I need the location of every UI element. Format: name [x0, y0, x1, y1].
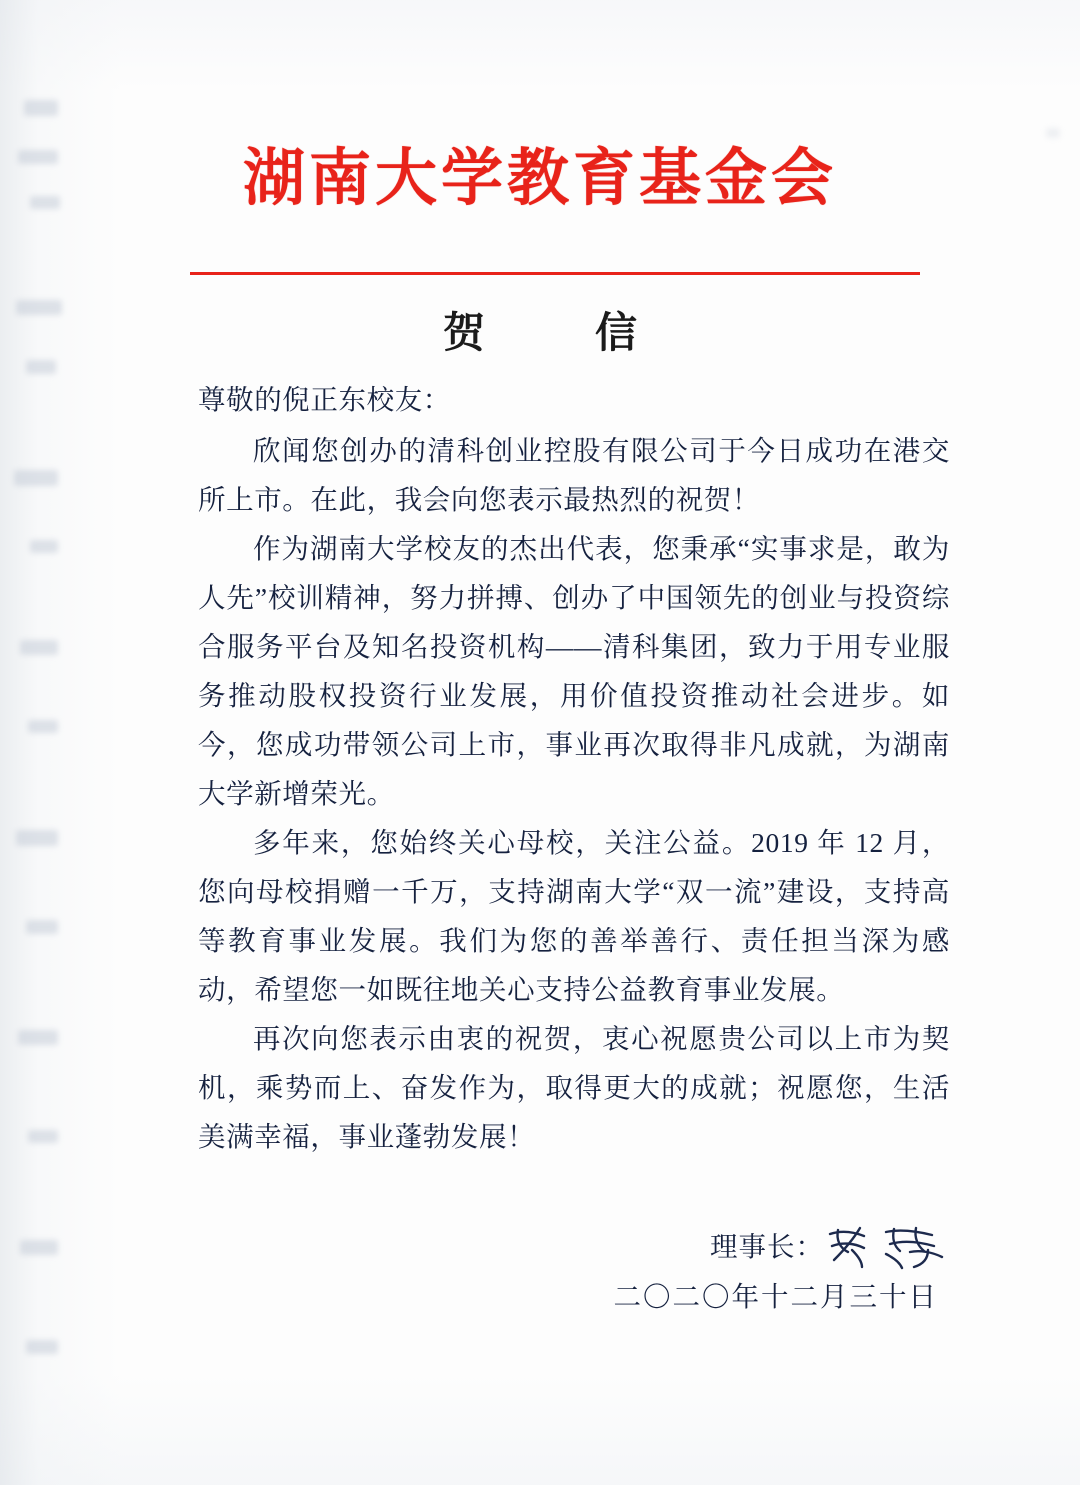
signatory-line [198, 1222, 950, 1272]
paragraph-1: 欣闻您创办的清科创业控股有限公司于今日成功在港交所上市。在此，我会向您表示最热烈的祝贺！ [198, 435, 950, 515]
date-line: 二〇二〇年十二月三十日 [613, 1281, 938, 1312]
paragraph-2: 作为湖南大学校友的杰出代表，您秉承“实事求是，敢为人先”校训精神，努力拼搏、创办了中国领先的创业与投资综合服务平台及知名投资机构——清科集团，致力于用专业服务推动股权投资行业发展，用价值投资推动社会进步。如今，您成功带领公司上市，事业再次取得非凡成就，为湖南大学新增荣光。 [198, 533, 950, 809]
paragraph-3: 多年来，您始终关心母校，关注公益。2019 年 12 月，您向母校捐赠一千万，支持湖南大学“双一流”建设，支持高等教育事业发展。我们为您的善举善行、责任担当深为感动，希望您一如既往地关心支持公益教育事业发展。 [198, 827, 950, 1005]
paragraph-4: 再次向您表示由衷的祝贺，衷心祝愿贵公司以上市为契机，乘势而上、奋发作为，取得更大的成就；祝愿您，生活美满幸福，事业蓬勃发展！ [198, 1023, 950, 1152]
letter-content [198, 375, 950, 1161]
signature-block [198, 1222, 950, 1322]
header-divider-rule [190, 272, 920, 275]
handwritten-signature-icon [824, 1224, 950, 1270]
page-title: 贺 信 [442, 311, 671, 357]
organization-title: 湖南大学教育基金会 [242, 145, 837, 213]
salutation: 尊敬的倪正东校友： [198, 384, 451, 415]
signatory-label: 理事长： [710, 1231, 824, 1262]
